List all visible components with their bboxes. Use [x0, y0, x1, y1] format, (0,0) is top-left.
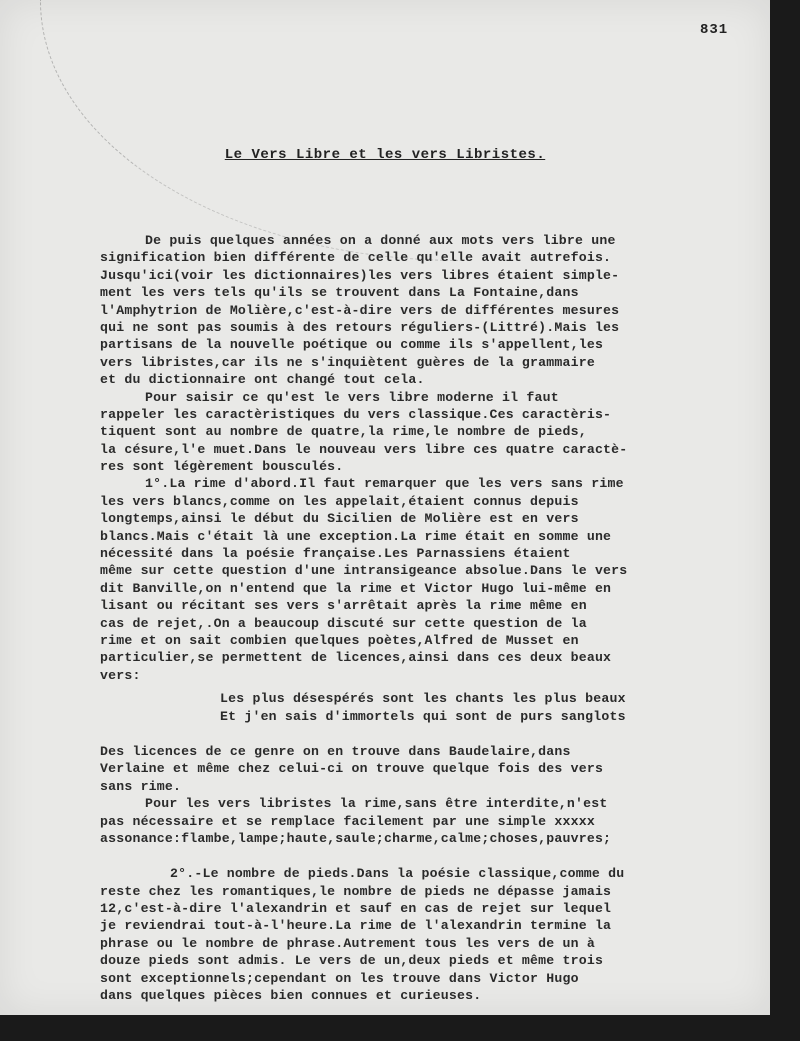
text-line: blancs.Mais c'était là une exception.La rime était en somme une — [100, 528, 612, 544]
text-line: ment les vers tels qu'ils se trouvent dans La Fontaine,dans — [100, 285, 579, 301]
text-line: et du dictionnaire ont changé tout cela. — [100, 372, 425, 388]
text-line: sont exceptionnels;cependant on les trouve dans Victor Hugo — [100, 970, 579, 986]
text-line: tiquent sont au nombre de quatre,la rime,le nombre de pieds, — [100, 424, 587, 440]
text-line: Verlaine et même chez celui-ci on trouve quelque fois des vers — [100, 761, 604, 777]
text-line: res sont légèrement bousculés. — [100, 459, 344, 475]
text-line: dit Banville,on n'entend que la rime et Victor Hugo lui-même en — [100, 580, 612, 596]
text-line: nécessité dans la poésie française.Les Parnassiens étaient — [100, 546, 571, 562]
title-text: Le Vers Libre et les vers Libristes. — [224, 147, 546, 163]
text-line: qui ne sont pas soumis à des retours réguliers-(Littré).Mais les — [100, 319, 620, 335]
text-line: cas de rejet,.On a beaucoup discuté sur cette question de la — [100, 615, 587, 631]
page-number: 831 — [700, 22, 729, 38]
text-line: rappeler les caractèristiques du vers classique.Ces caractèris- — [100, 406, 612, 422]
text-line: longtemps,ainsi le début du Sicilien de Molière est en vers — [100, 511, 579, 527]
text-line: les vers blancs,comme on les appelait,étaient connus depuis — [100, 493, 579, 509]
text-line: vers libristes,car ils ne s'inquiètent guères de la grammaire — [100, 354, 595, 370]
text-line: Les plus désespérés sont les chants les plus beaux — [220, 691, 626, 707]
text-line: signification bien différente de celle qu'elle avait autrefois. — [100, 250, 612, 266]
page-title — [0, 147, 770, 163]
text-line: l'Amphytrion de Molière,c'est-à-dire vers de différentes mesures — [100, 302, 620, 318]
text-line: Des licences de ce genre on en trouve dans Baudelaire,dans — [100, 743, 571, 759]
text-line: sans rime. — [100, 778, 182, 794]
text-line: dans quelques pièces bien connues et curieuses. — [100, 988, 482, 1004]
text-line: pas nécessaire et se remplace facilement par une simple xxxxx — [100, 813, 595, 829]
text-line: douze pieds sont admis. Le vers de un,deux pieds et même trois — [100, 953, 604, 969]
text-line: phrase ou le nombre de phrase.Autrement tous les vers de un à — [100, 935, 595, 951]
paper-fold-crease — [40, 0, 461, 261]
text-line: 12,c'est-à-dire l'alexandrin et sauf en cas de rejet sur lequel — [100, 901, 612, 917]
text-line: la césure,l'e muet.Dans le nouveau vers libre ces quatre caractè- — [100, 441, 628, 457]
text-line: 1°.La rime d'abord.Il faut remarquer que les vers sans rime — [145, 476, 624, 492]
text-line: assonance:flambe,lampe;haute,saule;charme,calme;choses,pauvres; — [100, 830, 612, 846]
text-line: particulier,se permettent de licences,ainsi dans ces deux beaux — [100, 650, 612, 666]
text-line: reste chez les romantiques,le nombre de pieds ne dépasse jamais — [100, 883, 612, 899]
text-line: De puis quelques années on a donné aux mots vers libre une — [145, 233, 616, 248]
paragraph-gap — [100, 847, 740, 865]
text-line: Pour les vers libristes la rime,sans être interdite,n'est — [145, 796, 608, 812]
text-line: 2°.-Le nombre de pieds.Dans la poésie classique,comme du — [170, 866, 625, 882]
paragraph-gap — [100, 725, 740, 743]
text-line: Jusqu'ici(voir les dictionnaires)les vers libres étaient simple- — [100, 267, 620, 283]
text-line: rime et on sait combien quelques poètes,Alfred de Musset en — [100, 632, 579, 648]
text-line: Pour saisir ce qu'est le vers libre moderne il faut — [145, 389, 559, 405]
text-line: même sur cette question d'une intransigeance absolue.Dans le vers — [100, 563, 628, 579]
text-line: je reviendrai tout-à-l'heure.La rime de l'alexandrin termine la — [100, 918, 612, 934]
text-line: lisant ou récitant ses vers s'arrêtait après la rime même en — [100, 598, 587, 614]
text-line: vers: — [100, 667, 141, 683]
body-text — [100, 232, 740, 1004]
text-line: Et j'en sais d'immortels qui sont de purs sanglots — [220, 708, 626, 724]
text-line: partisans de la nouvelle poétique ou comme ils s'appellent,les — [100, 337, 604, 353]
